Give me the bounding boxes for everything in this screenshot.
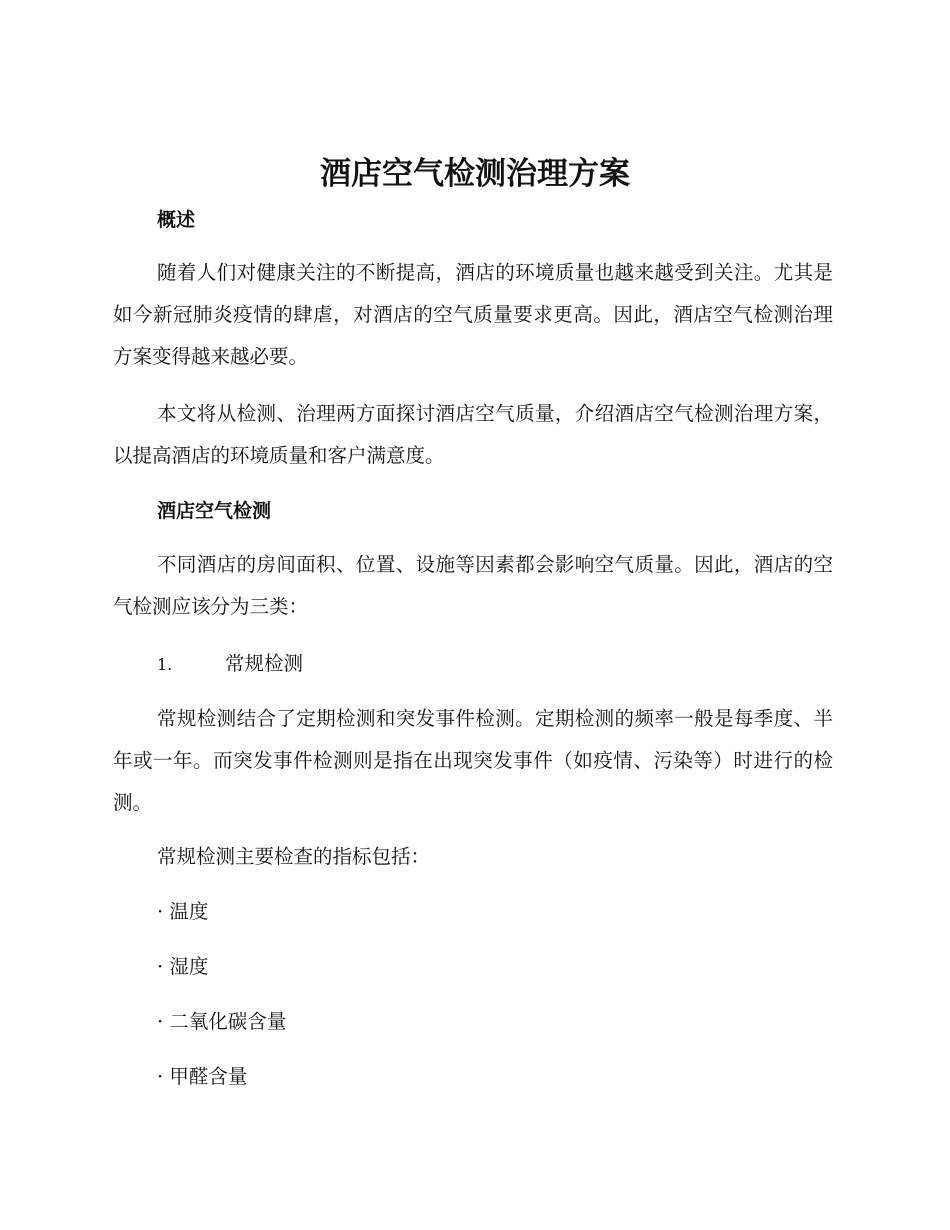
paragraph-routine-2: 常规检测主要检查的指标包括： [157,845,431,868]
list-item: · 湿度 [157,955,209,978]
list-item: · 甲醛含量 [157,1065,248,1088]
section-heading-overview: 概述 [157,209,196,231]
list-item: · 二氧化碳含量 [157,1010,287,1033]
numbered-item-routine [157,650,303,679]
section-heading-detection: 酒店空气检测 [157,500,272,522]
document-title: 酒店空气检测治理方案 [320,156,630,192]
paragraph-overview-1: 随着人们对健康关注的不断提高，酒店的环境质量也越来越受到关注。尤其是如今新冠肺炎疫情的肆虐，对酒店的空气质量要求更高。因此，酒店空气检测治理方案变得越来越必要。 [113,261,833,368]
paragraph-routine-1: 常规检测结合了定期检测和突发事件检测。定期检测的频率一般是每季度、半年或一年。而突发事件检测则是指在出现突发事件（如疫情、污染等）时进行的检测。 [113,707,833,814]
item-number: 1. [157,655,173,674]
item-text: 常规检测 [225,652,304,675]
list-item: · 温度 [157,900,209,923]
paragraph-overview-2: 本文将从检测、治理两方面探讨酒店空气质量，介绍酒店空气检测治理方案，以提高酒店的环境质量和客户满意度。 [113,402,833,467]
paragraph-detection-1: 不同酒店的房间面积、位置、设施等因素都会影响空气质量。因此，酒店的空气检测应该分为三类： [113,553,833,618]
